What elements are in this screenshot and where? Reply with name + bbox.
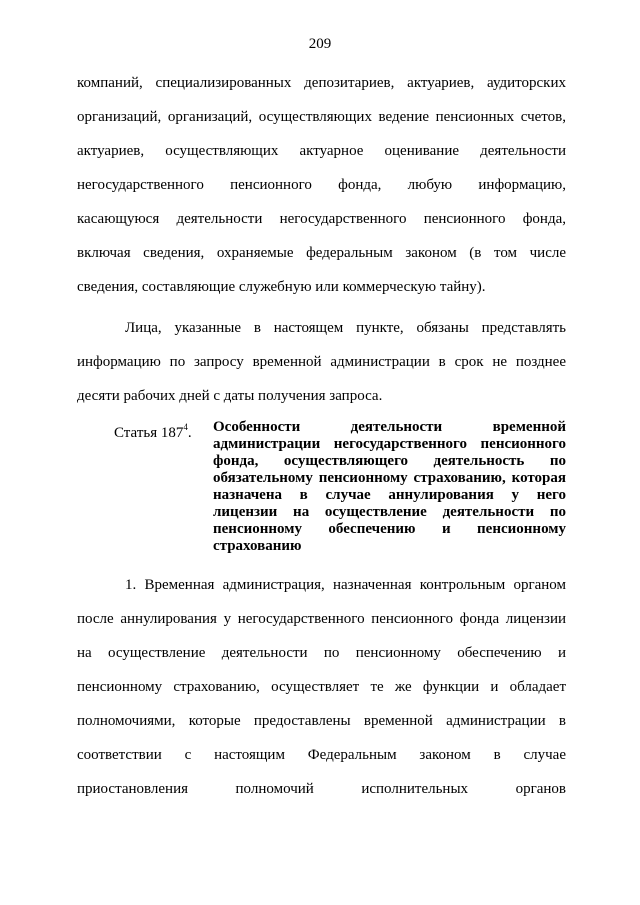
text-line: актуариев, осуществляющих актуарное оценивание деятельности	[77, 143, 566, 159]
text-line: сведения, составляющие служебную или коммерческую тайну).	[77, 279, 486, 295]
paragraph-section-1	[77, 568, 566, 806]
article-number: Статья $187^4$.	[114, 422, 192, 441]
text-line: полномочиями, которые предоставлены временной администрации в	[77, 713, 566, 729]
title-line: Особенности деятельности временной	[213, 419, 566, 435]
title-line: страхованию	[213, 538, 302, 554]
text-line: информацию по запросу временной администрации в срок не позднее	[77, 354, 566, 370]
text-line: негосударственного пенсионного фонда, любую информацию,	[77, 177, 566, 193]
text-line: соответствии с настоящим Федеральным законом в случае	[77, 747, 566, 763]
text-line: компаний, специализированных депозитариев, актуариев, аудиторских	[77, 75, 566, 91]
title-line: фонда, осуществляющего деятельность по	[213, 453, 566, 469]
text-line: после аннулирования у негосударственного пенсионного фонда лицензии	[77, 611, 566, 627]
title-line: назначена в случае аннулирования у него	[213, 487, 566, 503]
title-line: обязательному пенсионному страхованию, которая	[213, 470, 566, 486]
text-line: приостановления полномочий исполнительных органов	[77, 781, 566, 797]
paragraph-obligation	[77, 311, 566, 413]
article-title	[213, 419, 566, 555]
title-line: администрации негосударственного пенсионного	[213, 436, 566, 452]
text-line: десяти рабочих дней с даты получения запроса.	[77, 388, 383, 404]
paragraph-continued	[77, 66, 566, 304]
text-line: включая сведения, охраняемые федеральным законом (в том числе	[77, 245, 566, 261]
title-line: пенсионному обеспечению и пенсионному	[213, 521, 566, 537]
text-line: касающуюся деятельности негосударственного пенсионного фонда,	[77, 211, 566, 227]
text-line: 1. Временная администрация, назначенная контрольным органом	[125, 577, 566, 593]
text-line: Лица, указанные в настоящем пункте, обязаны представлять	[125, 320, 566, 336]
article-superscript: 4	[183, 422, 188, 432]
title-line: лицензии на осуществление деятельности по	[213, 504, 566, 520]
page-number: 209	[308, 36, 332, 52]
text-line: организаций, организаций, осуществляющих ведение пенсионных счетов,	[77, 109, 566, 125]
text-line: пенсионному страхованию, осуществляет те же функции и обладает	[77, 679, 566, 695]
text-line: на осуществление деятельности по пенсионному обеспечению и	[77, 645, 566, 661]
